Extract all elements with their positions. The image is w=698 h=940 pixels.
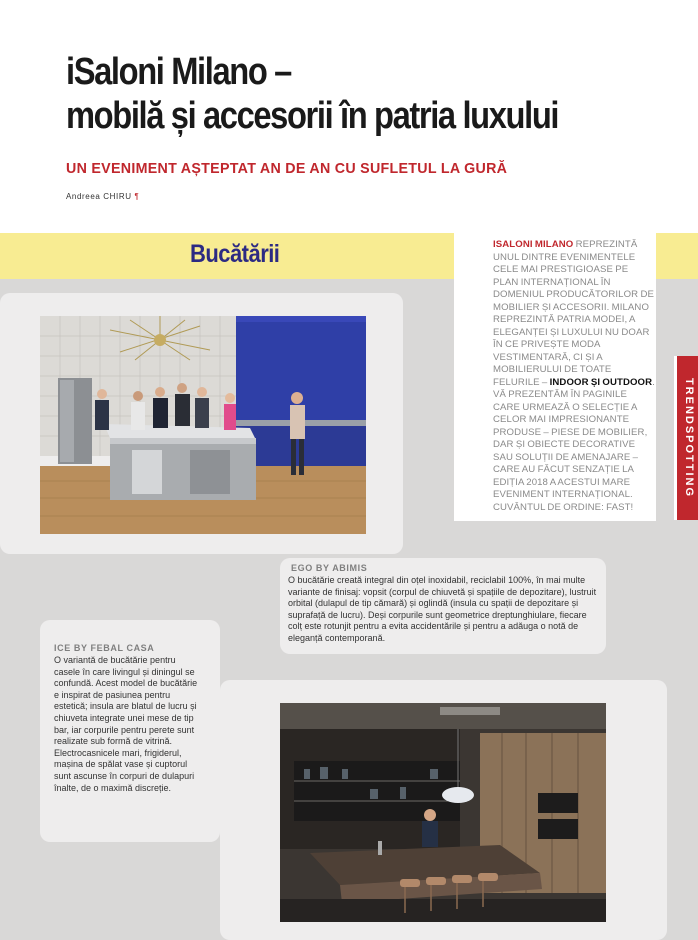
caption-title-ego: EGO BY ABIMIS [291,563,368,573]
title-line-2: mobilă și accesorii în patria luxului [66,95,559,137]
author-mark: ¶ [134,192,140,201]
caption-text-ego: O bucătărie creată integral din oțel inoxidabil, reciclabil 100%, în mai multe variante de finisaj: vopsit (corpul de chiuvetă și spațiile de depozitare), lustruit orbital (dulapul de tip cămară) și oglindă (insula cu spații de depozitare și suprafață de lucru). Deși corpurile sunt geometrice dreptunghiulare, fiecare colț este rotunjit pentru a evita accidentările și pentru a adăuga o notă de eleganță contemporană. [288,575,597,643]
trendspotting-tab [674,356,698,520]
subtitle: UN EVENIMENT AȘTEPTAT AN DE AN CU SUFLETUL LA GURĂ [66,160,508,177]
intro-bold: INDOOR ȘI OUTDOOR [549,376,653,388]
kitchen-photo-ice [280,703,606,922]
kitchen-photo-ego [40,316,366,534]
intro-lead: ISALONI MILANO [493,239,574,250]
caption-title-ice: ICE BY FEBAL CASA [54,643,155,653]
author-name: Andreea CHIRU [66,192,132,201]
author-byline [66,192,139,201]
trendspotting-label: TRENDSPOTTING [683,377,695,499]
section-title: Bucătării [190,240,280,268]
intro-text [493,239,655,514]
intro-text-1: REPREZINTĂ UNUL DINTRE EVENIMENTELE CELE MAI PRESTIGIOASE PE PLAN INTERNAȚIONAL ÎN DOMENIUL PRODUCĂTORILOR DE MOBILIER ȘI ACCESORII. MILANO REPREZINTĂ PATRIA MODEI, A ELEGANȚEI ȘI LUXULUI NU DOAR ÎN CE PRIVEȘTE MODA VESTIMENTARĂ, CI ȘI A MOBILIERULUI DE TOATE FELURILE – [493,239,654,388]
intro-text-2: . VĂ PREZENTĂM ÎN PAGINILE CARE URMEAZĂ O SELECȚIE A CELOR MAI IMPRESIONANTE PRODUSE – PIESE DE MOBILIER, DAR ȘI OBIECTE DECORATIVE SAU SOLUȚII DE AMENAJARE – CARE AU FĂCUT SENZAȚIE LA EDIȚIA 2018 A ACESTUI MARE EVENIMENT INTERNAȚIONAL. CUVÂNTUL DE ORDINE: FAST! [493,376,655,513]
title-line-1: iSaloni Milano – [66,51,291,93]
caption-text-ice: O variantă de bucătărie pentru casele în care livingul și diningul se confundă. Acest model de bucătărie e inspirat de pasiunea pentru estetică; insula are blatul de lucru și chiuveta integrate unei mese de tip bar, iar corpurile pentru perete sunt realizate sub formă de vitrină. Electrocasnicele mari, frigiderul, mașina de spălat vase și cuptorul sunt ascunse în corpuri de dulapuri înalte, de o maximă discreție. [54,655,198,793]
page-title [66,50,599,138]
